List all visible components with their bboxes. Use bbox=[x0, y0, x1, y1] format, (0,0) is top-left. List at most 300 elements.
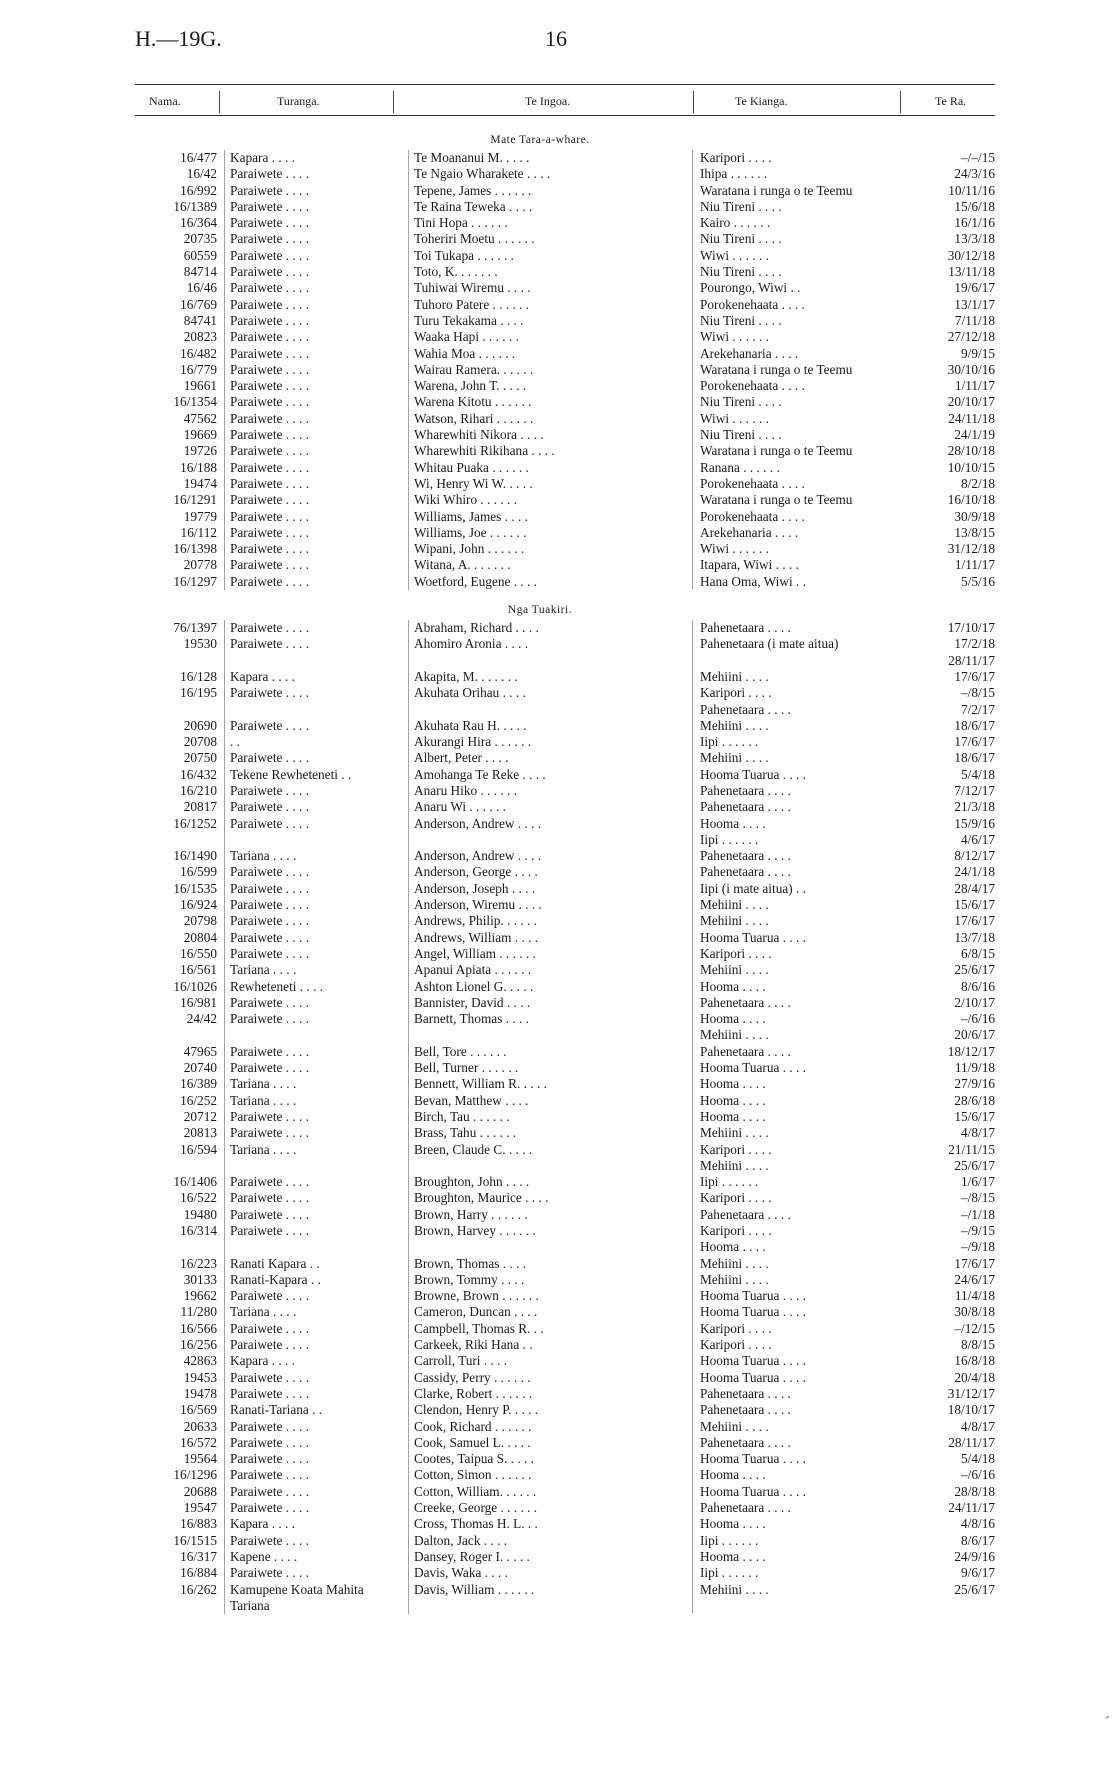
cell-number: 16/924 bbox=[180, 897, 217, 913]
cell-date: 9/9/15 bbox=[961, 345, 995, 361]
cell-unit: Paraiwete . . . . bbox=[230, 913, 310, 929]
table-row bbox=[0, 199, 1114, 215]
cell-number: 16/1252 bbox=[173, 815, 217, 831]
cell-name: Anderson, Joseph . . . . bbox=[414, 880, 536, 896]
column-rule bbox=[408, 476, 409, 492]
cell-unit: Paraiwete . . . . bbox=[230, 897, 310, 913]
cell-number: 16/482 bbox=[180, 345, 217, 361]
column-rule bbox=[224, 280, 225, 296]
cell-location: Pahenetaara . . . . bbox=[700, 864, 791, 880]
table-row bbox=[0, 1484, 1114, 1500]
cell-location: Waratana i runga o te Teemu bbox=[700, 361, 853, 377]
cell-location: Iipi (i mate aitua) . . bbox=[700, 880, 806, 896]
cell-number: 16/1535 bbox=[173, 880, 217, 896]
column-rule bbox=[224, 1419, 225, 1435]
column-rule bbox=[692, 1451, 693, 1467]
column-rule bbox=[224, 248, 225, 264]
column-rule bbox=[408, 509, 409, 525]
cell-date: 18/6/17 bbox=[954, 717, 995, 733]
cell-date: 2/10/17 bbox=[954, 994, 995, 1010]
cell-number: 19779 bbox=[183, 508, 217, 524]
cell-location: Pahenetaara . . . . bbox=[700, 701, 791, 717]
cell-location: Wiwi . . . . . . bbox=[700, 329, 769, 345]
column-rule bbox=[408, 1060, 409, 1076]
cell-unit: Paraiwete . . . . bbox=[230, 1060, 310, 1076]
cell-location: Hooma . . . . bbox=[700, 1011, 766, 1027]
table-row bbox=[0, 150, 1114, 166]
table-row bbox=[0, 264, 1114, 280]
cell-name: Ahomiro Aronia . . . . bbox=[414, 636, 529, 652]
table-row bbox=[0, 653, 1114, 669]
column-rule bbox=[692, 248, 693, 264]
column-rule bbox=[408, 1386, 409, 1402]
table-row bbox=[0, 394, 1114, 410]
cell-date: 17/6/17 bbox=[954, 668, 995, 684]
table-row bbox=[0, 734, 1114, 750]
cell-unit: Paraiwete . . . . bbox=[230, 1337, 310, 1353]
column-rule bbox=[224, 525, 225, 541]
cell-location: Pahenetaara . . . . bbox=[700, 1043, 791, 1059]
table-row bbox=[0, 864, 1114, 880]
cell-number: 16/569 bbox=[180, 1402, 217, 1418]
column-rule bbox=[224, 1027, 225, 1043]
cell-date: 28/11/17 bbox=[948, 1434, 995, 1450]
cell-date: 24/11/18 bbox=[948, 410, 995, 426]
cell-number: 16/1354 bbox=[173, 394, 217, 410]
cell-number: 19530 bbox=[183, 636, 217, 652]
table-row bbox=[0, 1549, 1114, 1565]
cell-date: 24/3/16 bbox=[954, 166, 995, 182]
section-header bbox=[0, 598, 1114, 620]
column-rule bbox=[692, 799, 693, 815]
cell-location: Mehiini . . . . bbox=[700, 1027, 769, 1043]
table-row bbox=[0, 1060, 1114, 1076]
column-rule bbox=[224, 411, 225, 427]
column-rule bbox=[408, 1533, 409, 1549]
cell-number: 19478 bbox=[183, 1385, 217, 1401]
cell-location: Pahenetaara . . . . bbox=[700, 1402, 791, 1418]
column-rule bbox=[224, 1223, 225, 1239]
cell-number: 19453 bbox=[183, 1369, 217, 1385]
cell-unit: Paraiwete . . . . bbox=[230, 717, 310, 733]
cell-date: –/–/15 bbox=[961, 150, 995, 165]
margin-mark: ´ bbox=[1105, 1715, 1110, 1730]
cell-number: 16/981 bbox=[180, 994, 217, 1010]
column-rule bbox=[692, 264, 693, 280]
table-row bbox=[0, 1174, 1114, 1190]
cell-date: 17/6/17 bbox=[954, 734, 995, 750]
column-rule bbox=[692, 183, 693, 199]
table-row bbox=[0, 848, 1114, 864]
cell-number: 20823 bbox=[183, 329, 217, 345]
cell-unit: Kapara . . . . bbox=[230, 1516, 295, 1532]
cell-unit: Paraiwete . . . . bbox=[230, 427, 310, 443]
cell-date: –/8/15 bbox=[961, 685, 995, 701]
column-rule bbox=[692, 525, 693, 541]
column-rule bbox=[224, 881, 225, 897]
cell-unit: Paraiwete . . . . bbox=[230, 1223, 310, 1238]
column-rule bbox=[408, 1304, 409, 1320]
cell-date: 9/6/17 bbox=[961, 1565, 995, 1581]
cell-name: Davis, William . . . . . . bbox=[414, 1581, 535, 1597]
cell-number: 20633 bbox=[183, 1418, 217, 1434]
cell-location: Wiwi . . . . . . bbox=[700, 247, 769, 263]
column-rule bbox=[692, 1125, 693, 1141]
column-rule bbox=[692, 574, 693, 590]
table-row bbox=[0, 509, 1114, 525]
cell-unit: Paraiwete . . . . bbox=[230, 345, 310, 361]
cell-number: 84741 bbox=[183, 312, 217, 328]
column-rule bbox=[408, 1516, 409, 1532]
column-rule bbox=[692, 1223, 693, 1239]
table-row bbox=[0, 702, 1114, 718]
cell-date: 31/12/17 bbox=[947, 1385, 995, 1401]
column-rule bbox=[408, 1419, 409, 1435]
cell-unit: Tariana . . . . bbox=[230, 1141, 297, 1157]
cell-unit: Tariana . . . . bbox=[230, 962, 297, 978]
column-rule bbox=[224, 574, 225, 590]
divider bbox=[900, 91, 901, 113]
cell-name: Albert, Peter . . . . bbox=[414, 750, 509, 766]
cell-number: 16/188 bbox=[180, 459, 217, 475]
column-rule bbox=[408, 995, 409, 1011]
cell-location: Porokenehaata . . . . bbox=[700, 475, 805, 491]
cell-number: 16/550 bbox=[180, 945, 217, 961]
cell-location: Ranana . . . . . . bbox=[700, 459, 780, 475]
cell-date: 13/7/18 bbox=[954, 929, 995, 945]
cell-number: 24/42 bbox=[186, 1011, 217, 1027]
cell-name: Cook, Samuel L. . . . . bbox=[414, 1434, 531, 1450]
cell-unit: Kapene . . . . bbox=[230, 1548, 298, 1564]
table-row bbox=[0, 1125, 1114, 1141]
col-header-te-kianga: Te Kianga. bbox=[735, 94, 788, 108]
cell-location: Waratana i runga o te Teemu bbox=[700, 182, 853, 198]
cell-location: Pahenetaara . . . . bbox=[700, 1500, 791, 1516]
cell-name: Bevan, Matthew . . . . bbox=[414, 1092, 529, 1108]
column-rule bbox=[408, 750, 409, 766]
column-rule bbox=[408, 1549, 409, 1565]
cell-unit: Ranati-Tariana . . bbox=[230, 1402, 323, 1418]
cell-location: Mehiini . . . . bbox=[700, 1581, 769, 1597]
cell-number: 20813 bbox=[183, 1125, 217, 1141]
cell-name: Anderson, Andrew . . . . bbox=[414, 815, 542, 831]
table-row bbox=[0, 897, 1114, 913]
column-rule bbox=[692, 1288, 693, 1304]
cell-unit: Paraiwete . . . . bbox=[230, 1467, 310, 1483]
section-title: Mate Tara-a-whare. bbox=[490, 134, 590, 146]
cell-number: 16/884 bbox=[180, 1565, 217, 1581]
cell-location: Mehiini . . . . bbox=[700, 750, 769, 766]
column-rule bbox=[692, 313, 693, 329]
column-rule bbox=[408, 685, 409, 701]
cell-unit: Tariana . . . . bbox=[230, 1092, 297, 1108]
cell-number: 20804 bbox=[183, 929, 217, 945]
column-rule bbox=[692, 378, 693, 394]
cell-unit: Paraiwete . . . . bbox=[230, 443, 310, 459]
column-rule bbox=[224, 718, 225, 734]
cell-name: Barnett, Thomas . . . . bbox=[414, 1011, 529, 1027]
column-rule bbox=[224, 313, 225, 329]
cell-unit: Tariana . . . . bbox=[230, 1304, 297, 1320]
column-rule bbox=[408, 443, 409, 459]
table-row bbox=[0, 460, 1114, 476]
cell-location: Kairo . . . . . . bbox=[700, 215, 771, 231]
column-rule bbox=[692, 750, 693, 766]
cell-name: Wipani, John . . . . . . bbox=[414, 541, 525, 557]
cell-unit: Paraiwete . . . . bbox=[230, 264, 310, 280]
column-rule bbox=[692, 1598, 693, 1614]
cell-name: Wairau Ramera. . . . . . bbox=[414, 361, 534, 377]
cell-location: Hooma . . . . bbox=[700, 1467, 766, 1483]
column-rule bbox=[408, 313, 409, 329]
col-header-te-ra: Te Ra. bbox=[935, 94, 967, 108]
cell-date: 25/6/17 bbox=[954, 1157, 995, 1173]
cell-number: 19662 bbox=[183, 1288, 217, 1304]
column-rule bbox=[224, 1516, 225, 1532]
cell-date: 19/6/17 bbox=[954, 280, 995, 296]
table-row bbox=[0, 1353, 1114, 1369]
cell-unit: Paraiwete . . . . bbox=[230, 166, 310, 182]
cell-name: Andrews, Philip. . . . . . bbox=[414, 913, 537, 929]
table-row bbox=[0, 799, 1114, 815]
column-rule bbox=[408, 1272, 409, 1288]
cell-name: Toheriri Moetu . . . . . . bbox=[414, 231, 535, 247]
column-rule bbox=[408, 525, 409, 541]
column-rule bbox=[692, 557, 693, 573]
cell-number: 16/1490 bbox=[173, 848, 217, 864]
column-rule bbox=[408, 557, 409, 573]
column-rule bbox=[408, 411, 409, 427]
table-row bbox=[0, 346, 1114, 362]
table-row bbox=[0, 574, 1114, 590]
cell-unit: Paraiwete . . . . bbox=[230, 685, 310, 701]
column-rule bbox=[408, 1207, 409, 1223]
cell-location: Wiwi . . . . . . bbox=[700, 541, 769, 557]
column-rule bbox=[224, 150, 225, 166]
table-row bbox=[0, 443, 1114, 459]
cell-location: Hooma . . . . bbox=[700, 1239, 766, 1255]
cell-unit: Paraiwete . . . . bbox=[230, 1385, 310, 1401]
cell-date: 10/11/16 bbox=[948, 182, 995, 198]
cell-location: Karipori . . . . bbox=[700, 685, 772, 701]
cell-name: Broughton, John . . . . bbox=[414, 1174, 530, 1190]
column-rule bbox=[224, 702, 225, 718]
cell-date: 28/10/18 bbox=[947, 443, 995, 459]
column-rule bbox=[692, 1272, 693, 1288]
column-rule bbox=[408, 1467, 409, 1483]
column-rule bbox=[692, 1419, 693, 1435]
column-rule bbox=[692, 1370, 693, 1386]
cell-number: 16/1296 bbox=[173, 1467, 217, 1483]
table-row bbox=[0, 995, 1114, 1011]
column-rule bbox=[224, 346, 225, 362]
cell-name: Amohanga Te Reke . . . . bbox=[414, 766, 546, 782]
cell-unit: Paraiwete . . . . bbox=[230, 475, 310, 491]
cell-unit: Ranati-Kapara . . bbox=[230, 1271, 321, 1287]
column-rule bbox=[224, 1467, 225, 1483]
cell-unit: Paraiwete . . . . bbox=[230, 1043, 310, 1059]
cell-date: 17/2/18 bbox=[954, 636, 995, 652]
column-rule bbox=[408, 930, 409, 946]
cell-name: Carkeek, Riki Hana . . bbox=[414, 1337, 533, 1353]
column-rule bbox=[224, 1190, 225, 1206]
cell-date: 4/8/17 bbox=[961, 1418, 995, 1434]
cell-date: 25/6/17 bbox=[954, 962, 995, 978]
column-rule bbox=[692, 1435, 693, 1451]
column-rule bbox=[408, 150, 409, 166]
column-rule bbox=[692, 816, 693, 832]
cell-location: Iipi . . . . . . bbox=[700, 1532, 759, 1548]
cell-date: 30/9/18 bbox=[954, 508, 995, 524]
cell-date: 15/9/16 bbox=[954, 815, 995, 831]
cell-unit: Paraiwete . . . . bbox=[230, 1451, 310, 1467]
column-rule bbox=[224, 1304, 225, 1320]
cell-location: Waratana i runga o te Teemu bbox=[700, 492, 853, 508]
cell-location: Pahenetaara . . . . bbox=[700, 782, 791, 798]
cell-location: Hooma . . . . bbox=[700, 978, 766, 994]
cell-unit: Paraiwete . . . . bbox=[230, 280, 310, 296]
cell-location: Karipori . . . . bbox=[700, 1141, 772, 1157]
cell-unit: Paraiwete . . . . bbox=[230, 1532, 310, 1548]
table-row bbox=[0, 1582, 1114, 1598]
column-rule bbox=[224, 329, 225, 345]
column-rule bbox=[692, 297, 693, 313]
cell-name: Akurangi Hira . . . . . . bbox=[414, 734, 532, 750]
cell-number: 20778 bbox=[183, 557, 217, 573]
column-rule bbox=[408, 783, 409, 799]
table-row bbox=[0, 1142, 1114, 1158]
cell-name: Warena Kitotu . . . . . . bbox=[414, 394, 532, 410]
cell-location: Mehiini . . . . bbox=[700, 668, 769, 684]
column-rule bbox=[692, 460, 693, 476]
cell-number: 16/128 bbox=[180, 668, 217, 684]
table-row bbox=[0, 1272, 1114, 1288]
column-rule bbox=[224, 183, 225, 199]
cell-date: 16/1/16 bbox=[954, 215, 995, 231]
column-rule bbox=[224, 816, 225, 832]
column-rule bbox=[408, 1011, 409, 1027]
table-row bbox=[0, 1256, 1114, 1272]
cell-number: 16/572 bbox=[180, 1434, 217, 1450]
cell-location: Mehiini . . . . bbox=[700, 962, 769, 978]
column-rule bbox=[224, 636, 225, 652]
cell-number: 16/1398 bbox=[173, 541, 217, 557]
column-rule bbox=[408, 1239, 409, 1255]
cell-number: 16/566 bbox=[180, 1320, 217, 1336]
table-row bbox=[0, 685, 1114, 701]
cell-number: 20798 bbox=[183, 913, 217, 929]
table-row bbox=[0, 215, 1114, 231]
column-rule bbox=[692, 702, 693, 718]
cell-location: Niu Tireni . . . . bbox=[700, 312, 782, 328]
cell-number: 42863 bbox=[183, 1353, 217, 1369]
column-rule bbox=[408, 460, 409, 476]
cell-name: Campbell, Thomas R. . . bbox=[414, 1320, 544, 1336]
column-rule bbox=[408, 183, 409, 199]
table-row bbox=[0, 1239, 1114, 1255]
cell-unit: Paraiwete . . . . bbox=[230, 215, 310, 231]
cell-number: 19661 bbox=[183, 378, 217, 394]
cell-unit: Paraiwete . . . . bbox=[230, 750, 310, 766]
cell-date: 28/11/17 bbox=[948, 652, 995, 668]
column-rule bbox=[224, 476, 225, 492]
table-row bbox=[0, 411, 1114, 427]
cell-name: Broughton, Maurice . . . . bbox=[414, 1190, 549, 1206]
column-rule bbox=[692, 946, 693, 962]
cell-unit: Paraiwete . . . . bbox=[230, 1288, 310, 1304]
divider bbox=[393, 91, 394, 113]
cell-name: Te Raina Teweka . . . . bbox=[414, 198, 533, 214]
column-rule bbox=[692, 767, 693, 783]
cell-location: Hana Oma, Wiwi . . bbox=[700, 573, 806, 589]
cell-number: 30133 bbox=[183, 1271, 217, 1287]
cell-unit: Paraiwete . . . . bbox=[230, 459, 310, 475]
table-row bbox=[0, 1516, 1114, 1532]
column-rule bbox=[224, 979, 225, 995]
cell-date: 28/4/17 bbox=[954, 880, 995, 896]
cell-date: 5/4/18 bbox=[961, 1451, 995, 1467]
cell-name: Akuhata Rau H. . . . . bbox=[414, 717, 527, 733]
cell-name: Browne, Brown . . . . . . bbox=[414, 1288, 539, 1304]
cell-number: 16/314 bbox=[180, 1223, 217, 1238]
cell-unit: Paraiwete . . . . bbox=[230, 1320, 310, 1336]
cell-date: 17/10/17 bbox=[947, 620, 995, 636]
cell-unit: Tariana bbox=[230, 1597, 270, 1613]
cell-number: 16/1291 bbox=[173, 492, 217, 508]
column-rule bbox=[408, 1402, 409, 1418]
cell-location: Pahenetaara . . . . bbox=[700, 1206, 791, 1222]
cell-name: Creeke, George . . . . . . bbox=[414, 1500, 538, 1516]
column-rule bbox=[408, 799, 409, 815]
table-row bbox=[0, 979, 1114, 995]
column-rule bbox=[692, 1500, 693, 1516]
cell-number: 16/1389 bbox=[173, 198, 217, 214]
cell-number: 19474 bbox=[183, 475, 217, 491]
cell-unit: Paraiwete . . . . bbox=[230, 815, 310, 831]
column-rule bbox=[692, 1549, 693, 1565]
cell-number: 47965 bbox=[183, 1043, 217, 1059]
column-rule bbox=[224, 653, 225, 669]
column-rule bbox=[224, 1142, 225, 1158]
cell-date: 17/6/17 bbox=[954, 1255, 995, 1271]
cell-name: Cross, Thomas H. L. . . bbox=[414, 1516, 538, 1532]
cell-unit: Paraiwete . . . . bbox=[230, 1369, 310, 1385]
cell-date: –/1/18 bbox=[961, 1206, 995, 1222]
column-rule bbox=[224, 995, 225, 1011]
column-rule bbox=[224, 1484, 225, 1500]
table-row bbox=[0, 1321, 1114, 1337]
cell-name: Whitau Puaka . . . . . . bbox=[414, 459, 529, 475]
column-rule bbox=[224, 362, 225, 378]
cell-name: Waaka Hapi . . . . . . bbox=[414, 329, 519, 345]
cell-unit: Paraiwete . . . . bbox=[230, 541, 310, 557]
column-rule bbox=[224, 1158, 225, 1174]
cell-unit: Kapara . . . . bbox=[230, 150, 295, 165]
cell-number: 19669 bbox=[183, 427, 217, 443]
table-row bbox=[0, 881, 1114, 897]
cell-number: 20735 bbox=[183, 231, 217, 247]
table-row bbox=[0, 1402, 1114, 1418]
column-rule bbox=[692, 1386, 693, 1402]
cell-location: Hooma Tuarua . . . . bbox=[700, 1369, 807, 1385]
cell-date: 21/3/18 bbox=[954, 799, 995, 815]
cell-name: Bell, Tore . . . . . . bbox=[414, 1043, 507, 1059]
column-rule bbox=[408, 264, 409, 280]
column-rule bbox=[692, 231, 693, 247]
cell-name: Wharewhiti Rikihana . . . . bbox=[414, 443, 555, 459]
column-rule bbox=[224, 1011, 225, 1027]
cell-location: Pahenetaara (i mate aitua) bbox=[700, 636, 839, 652]
